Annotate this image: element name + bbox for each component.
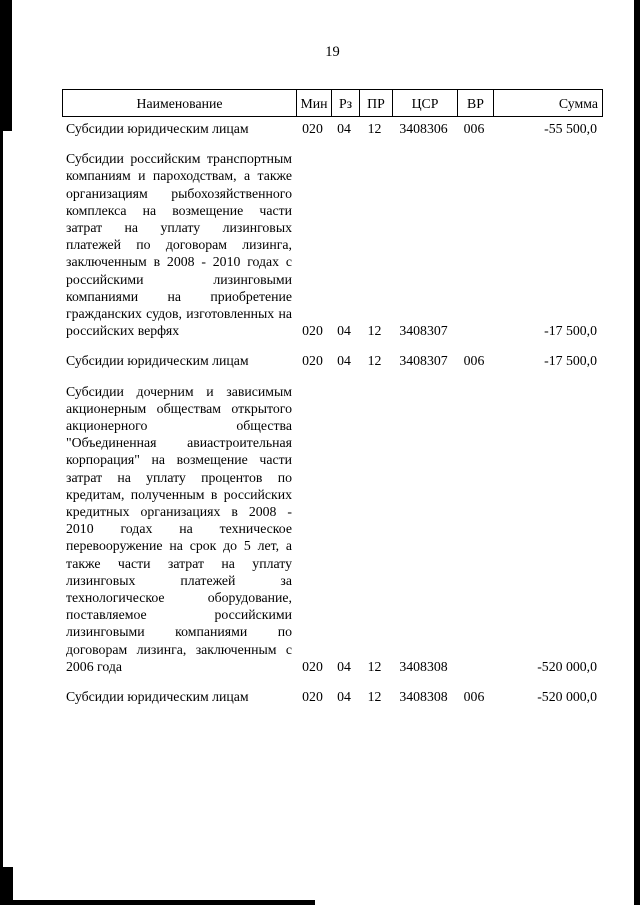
cell-name: Субсидии юридическим лицам bbox=[66, 121, 249, 136]
cell-tsr: 3408307 bbox=[399, 323, 448, 339]
cell-tsr: 3408308 bbox=[399, 658, 448, 674]
cell-tsr: 3408307 bbox=[399, 353, 448, 369]
column-header-pr: ПР bbox=[359, 90, 392, 116]
cell-summa: -17 500,0 bbox=[544, 353, 597, 369]
cell-pr: 12 bbox=[367, 323, 382, 339]
cell-rz: 04 bbox=[337, 121, 351, 136]
table-header-row bbox=[62, 89, 603, 117]
cell-tsr: 3408308 bbox=[399, 689, 448, 705]
table-row bbox=[62, 120, 603, 137]
column-header-rz: Рз bbox=[331, 90, 359, 116]
scan-artifact-left-top bbox=[0, 0, 12, 131]
cell-summa: -17 500,0 bbox=[544, 323, 597, 339]
cell-name: Субсидии дочерним и зависимым акционерным обществам открытого акционерного общества "Объединенная авиастроительная корпорация" на возмещение части затрат на уплату процентов по кредитам, полученным в российских кредитных организациях в 2008 - 2010 годах на техническое перевооружение на срок до 5 лет, а также части затрат на уплату лизинговых платежей за технологическое оборудование, поставляемое российскими лизинговыми компаниями по договорам лизинга, заключенным с 2006 года bbox=[66, 383, 292, 674]
cell-name: Субсидии юридическим лицам bbox=[66, 353, 249, 369]
cell-min: 020 bbox=[302, 121, 323, 136]
cell-pr: 12 bbox=[367, 658, 382, 674]
cell-vr: 006 bbox=[463, 353, 485, 369]
column-header-min: Мин bbox=[296, 90, 331, 116]
cell-summa: -520 000,0 bbox=[537, 689, 597, 705]
table-row bbox=[62, 150, 603, 339]
cell-pr: 12 bbox=[367, 689, 382, 705]
scan-artifact-bottom-strip bbox=[0, 900, 315, 905]
table-row bbox=[62, 352, 603, 369]
budget-table bbox=[62, 89, 603, 718]
cell-pr: 12 bbox=[367, 121, 382, 136]
cell-summa: -520 000,0 bbox=[537, 658, 597, 674]
table-row bbox=[62, 688, 603, 705]
cell-vr: 006 bbox=[463, 121, 485, 136]
column-header-summa: Сумма bbox=[493, 90, 604, 116]
column-header-tsr: ЦСР bbox=[392, 90, 457, 116]
cell-name: Субсидии российским транспортным компаниям и пароходствам, а также организациям рыбохозяйственного комплекса на возмещение части затрат на уплату лизинговых платежей по договорам лизинга, заключенным в 2008 - 2010 годах с российскими лизинговыми компаниями на приобретение гражданских судов, изготовленных на российских верфях bbox=[66, 151, 292, 339]
table-body bbox=[62, 117, 603, 705]
cell-rz: 04 bbox=[337, 353, 351, 369]
cell-rz: 04 bbox=[337, 323, 351, 339]
cell-min: 020 bbox=[302, 689, 323, 705]
scan-artifact-left-line bbox=[0, 0, 3, 905]
cell-rz: 04 bbox=[337, 658, 351, 674]
cell-vr: 006 bbox=[463, 689, 485, 705]
column-header-vr: ВР bbox=[457, 90, 493, 116]
cell-tsr: 3408306 bbox=[399, 121, 448, 136]
scan-artifact-right-line bbox=[634, 0, 640, 905]
column-header-name: Наименование bbox=[136, 96, 223, 111]
cell-summa: -55 500,0 bbox=[544, 121, 597, 136]
cell-name: Субсидии юридическим лицам bbox=[66, 689, 249, 705]
cell-min: 020 bbox=[302, 323, 323, 339]
cell-min: 020 bbox=[302, 658, 323, 674]
cell-rz: 04 bbox=[337, 689, 351, 705]
table-row bbox=[62, 383, 603, 675]
cell-pr: 12 bbox=[367, 353, 382, 369]
cell-min: 020 bbox=[302, 353, 323, 369]
page-number: 19 bbox=[325, 44, 340, 60]
